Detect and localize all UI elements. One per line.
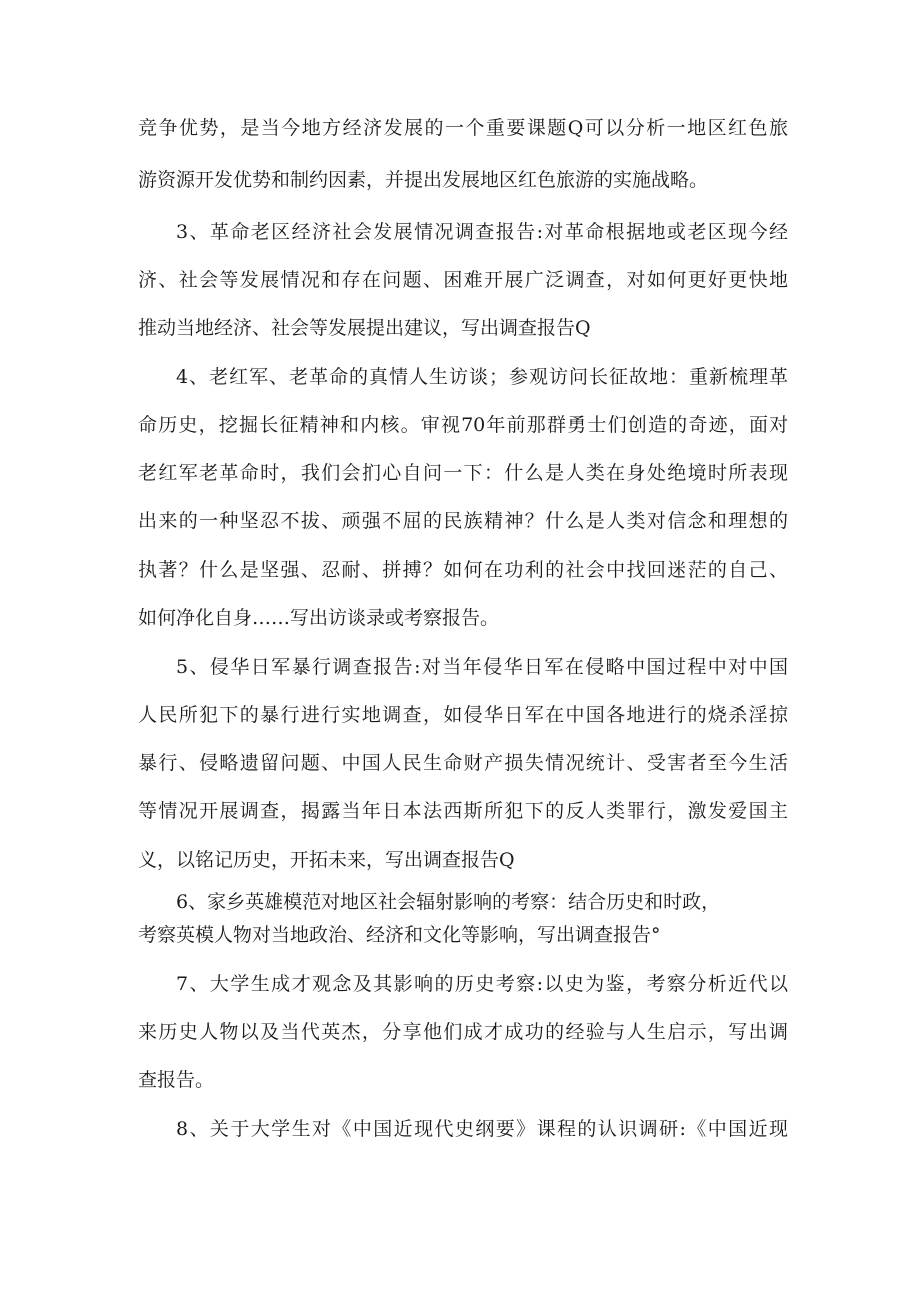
text-line: 如何净化自身……写出访谈录或考察报告。 bbox=[138, 607, 500, 629]
paragraph-7-line: 7、大学生成才观念及其影响的历史考察:以史为鉴，考察分析近代以 bbox=[176, 973, 788, 995]
paragraph-4-line: 4、老红军、老革命的真情人生访谈；参观访问长征故地：重新梳理革 bbox=[176, 366, 788, 388]
paragraph-5-line: 5、侵华日军暴行调查报告:对当年侵华日军在侵略中国过程中对中国 bbox=[176, 656, 788, 678]
text-line: 竞争优势，是当今地方经济发展的一个重要课题Q可以分析一地区红色旅 bbox=[138, 117, 788, 139]
text-line: 暴行、侵略遗留问题、中国人民生命财产损失情况统计、受害者至今生活 bbox=[138, 752, 788, 774]
text-line: 执著？什么是坚强、忍耐、拼搏？如何在功利的社会中找回迷茫的自己、 bbox=[138, 559, 788, 581]
text-line: 推动当地经济、社会等发展提出建议，写出调查报告Q bbox=[138, 317, 591, 339]
text-line: 等情况开展调查，揭露当年日本法西斯所犯下的反人类罪行，激发爱国主 bbox=[138, 800, 788, 822]
text-line: 人民所犯下的暴行进行实地调查，如侵华日军在中国各地进行的烧杀淫掠 bbox=[138, 704, 788, 726]
text-line: 出来的一种坚忍不拔、顽强不屈的民族精神？什么是人类对信念和理想的 bbox=[138, 510, 788, 532]
text-line: 老红军老革命时，我们会扪心自问一下：什么是人类在身处绝境时所表现 bbox=[138, 462, 788, 484]
text-line: 命历史，挖掘长征精神和内核。审视70年前那群勇士们创造的奇迹，面对 bbox=[138, 414, 788, 436]
paragraph-8-line: 8、关于大学生对《中国近现代史纲要》课程的认识调研:《中国近现 bbox=[176, 1118, 788, 1140]
paragraph-6-line: 6、家乡英雄模范对地区社会辐射影响的考察：结合历史和时政， bbox=[176, 891, 721, 913]
text-line: 查报告。 bbox=[138, 1069, 215, 1091]
text-line: 济、社会等发展情况和存在问题、困难开展广泛调查，对如何更好更快地 bbox=[138, 269, 788, 291]
text-line: 游资源开发优势和制约因素，并提出发展地区红色旅游的实施战略。 bbox=[138, 169, 709, 191]
text-line: 义，以铭记历史，开拓未来，写出调查报告Q bbox=[138, 849, 515, 871]
text-line: 来历史人物以及当代英杰，分享他们成才成功的经验与人生启示，写出调 bbox=[138, 1021, 788, 1043]
paragraph-3-line: 3、革命老区经济社会发展情况调查报告:对革命根据地或老区现今经 bbox=[176, 221, 788, 243]
text-line: 考察英模人物对当地政治、经济和文化等影响，写出调查报告° bbox=[138, 924, 661, 946]
